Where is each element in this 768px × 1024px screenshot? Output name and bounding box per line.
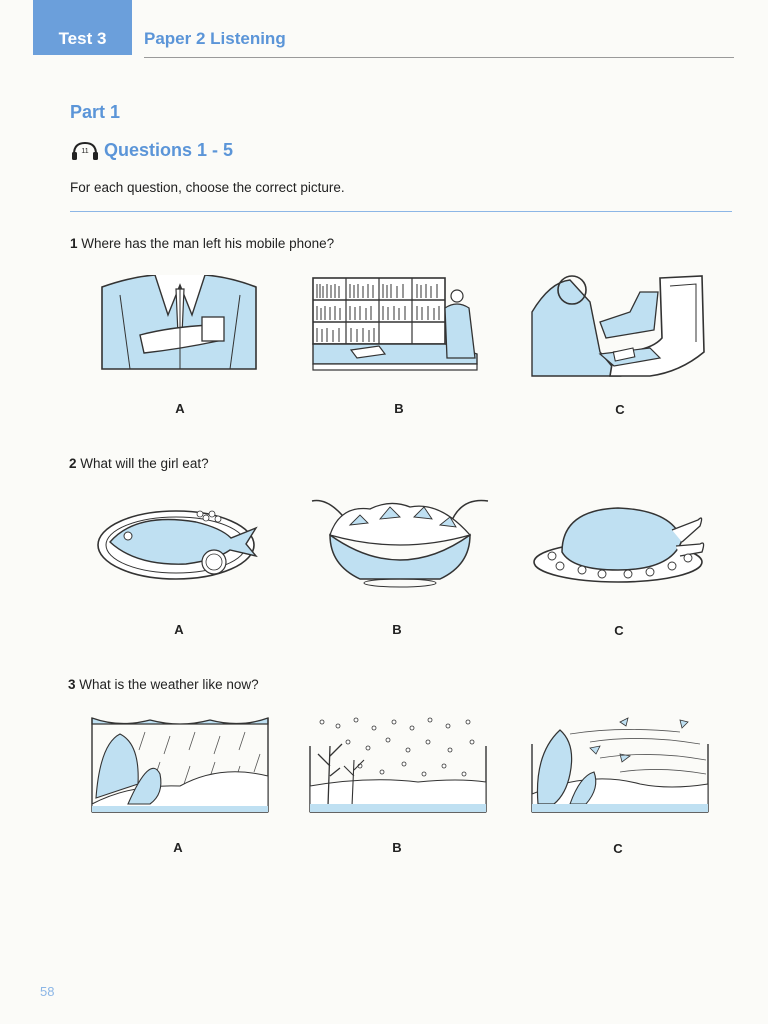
- question-3: [68, 677, 259, 692]
- header-divider: [144, 57, 734, 58]
- questions-title: Questions 1 - 5: [104, 140, 234, 160]
- instruction: For each question, choose the correct picture.: [70, 180, 345, 195]
- test-label: Test 3: [58, 29, 107, 48]
- picture-fish-dish[interactable]: [96, 500, 260, 582]
- option-label: B: [394, 401, 404, 416]
- option-label: B: [392, 840, 402, 855]
- option-label: C: [614, 623, 624, 638]
- question-2: [69, 456, 209, 471]
- question-number: 3: [68, 677, 76, 692]
- page-number: 58: [40, 984, 55, 999]
- option-label: C: [615, 402, 625, 417]
- question-number: 2: [69, 456, 77, 471]
- question-number: 1: [70, 236, 78, 251]
- option-label: C: [613, 841, 623, 856]
- question-text: What is the weather like now?: [79, 677, 259, 692]
- question-text: Where has the man left his mobile phone?: [81, 236, 335, 251]
- picture-roast-chicken[interactable]: [532, 500, 708, 586]
- paper-title: Paper 2 Listening: [144, 29, 286, 48]
- option-label: A: [175, 401, 185, 416]
- picture-snow[interactable]: [308, 716, 488, 814]
- track-number: 11: [81, 148, 89, 155]
- picture-phone-in-jacket-pocket[interactable]: [100, 275, 260, 371]
- headphones-icon: [70, 140, 100, 162]
- question-text: What will the girl eat?: [80, 456, 209, 471]
- test-tab: [33, 0, 132, 55]
- picture-wind[interactable]: [530, 714, 710, 814]
- picture-phone-on-library-desk[interactable]: [311, 276, 483, 374]
- picture-salad-bowl[interactable]: [310, 495, 490, 590]
- picture-rain[interactable]: [90, 714, 270, 814]
- picture-phone-on-car-seat[interactable]: [530, 272, 710, 378]
- part-title: Part 1: [70, 102, 121, 122]
- question-1: [70, 236, 334, 251]
- option-label: A: [174, 622, 184, 637]
- option-label: B: [392, 622, 402, 637]
- section-divider: [70, 211, 732, 212]
- option-label: A: [173, 840, 183, 855]
